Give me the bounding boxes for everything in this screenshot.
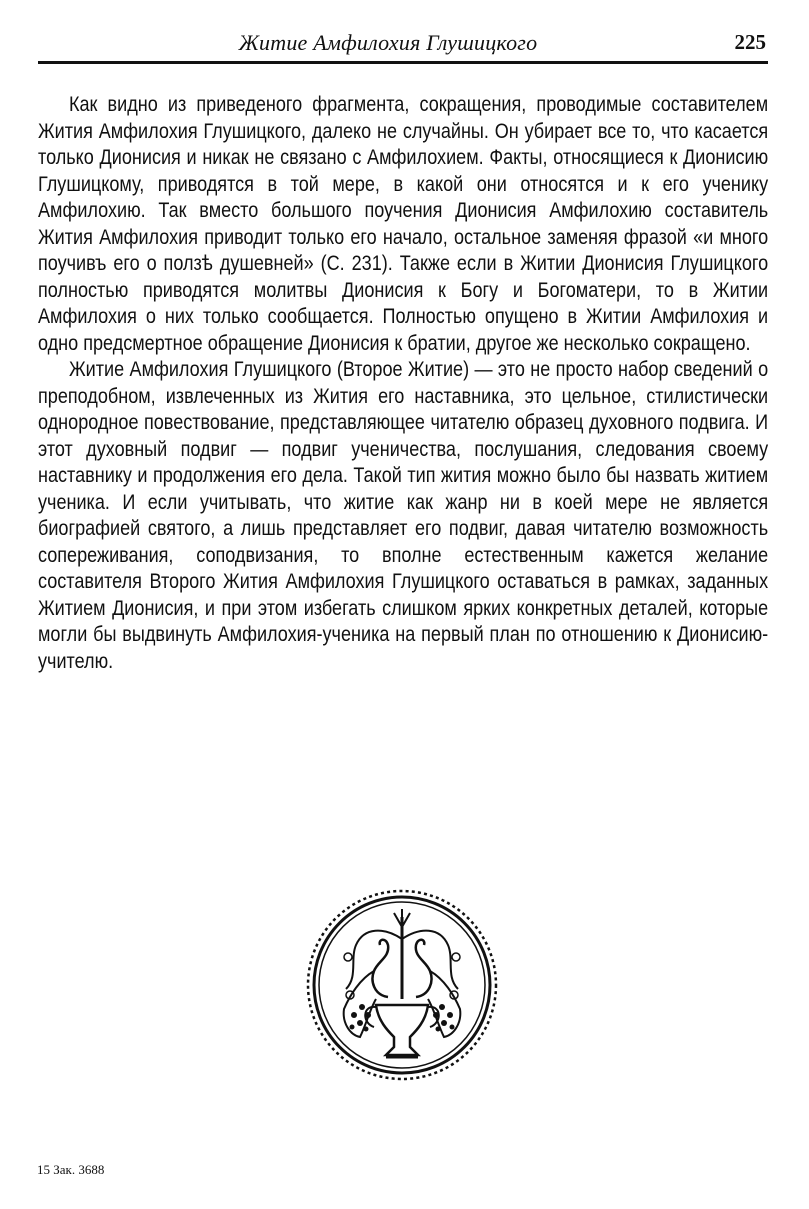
peacocks-vase-medallion-icon [304,887,500,1083]
paragraph-1: Как видно из приведеного фрагмента, сокращения, проводимые составителем Жития Амфилохия Глушицкого, далеко не случайны. Он убирает все то, что касается только Дионисия и никак не связано с Амфилохием. Факты, относящиеся к Дионисию Глушицкому, приводятся в той мере, в какой они относятся и к его ученику Амфилохию. Так вместо большого поучения Дионисия Амфилохию составитель Жития Амфилохия приводит только его начало, остальное заменяя фразой «и много поучивъ его о ползѣ душевней» (С. 231). Также если в Житии Дионисия Глушицкого полностью приводятся молитвы Дионисия к Богу и Богоматери, то в Житии Амфилохия о них только сообщается. Полностью опущено в Житии Амфилохия и одно предсмертное обращение Дионисия к братии, другое же несколько сокращено. [38,93,769,355]
running-header [38,26,768,60]
page-number: 225 [734,30,766,54]
header-rule [38,61,768,64]
paragraph-2: Житие Амфилохия Глушицкого (Второе Житие) — это не просто набор сведений о преподобном, извлеченных из Жития его наставника, это цельное, стилистически однородное повествование, представляющее читателю образец духовного подвига. И этот духовный подвиг — подвиг ученичества, послушания, следования своему наставнику и продолжения его дела. Такой тип жития можно было бы назвать житием ученика. И если учитывать, что житие как жанр ни в коей мере не является биографией святого, а лишь представляет его подвиг, давая читателю возможность сопереживания, соподвизания, то вполне естественным кажется желание составителя Второго Жития Амфилохия Глушицкого оставаться в рамках, заданных Житием Дионисия, и при этом избегать слишком ярких конкретных деталей, которые могли бы выдвинуть Амфилохия-ученика на первый план по отношению к Дионисию-учителю. [38,358,769,673]
body-text [38,92,769,675]
running-title: Житие Амфилохия Глушицкого [238,30,538,55]
printing-signature: 15 Зак. 3688 [37,1162,105,1177]
